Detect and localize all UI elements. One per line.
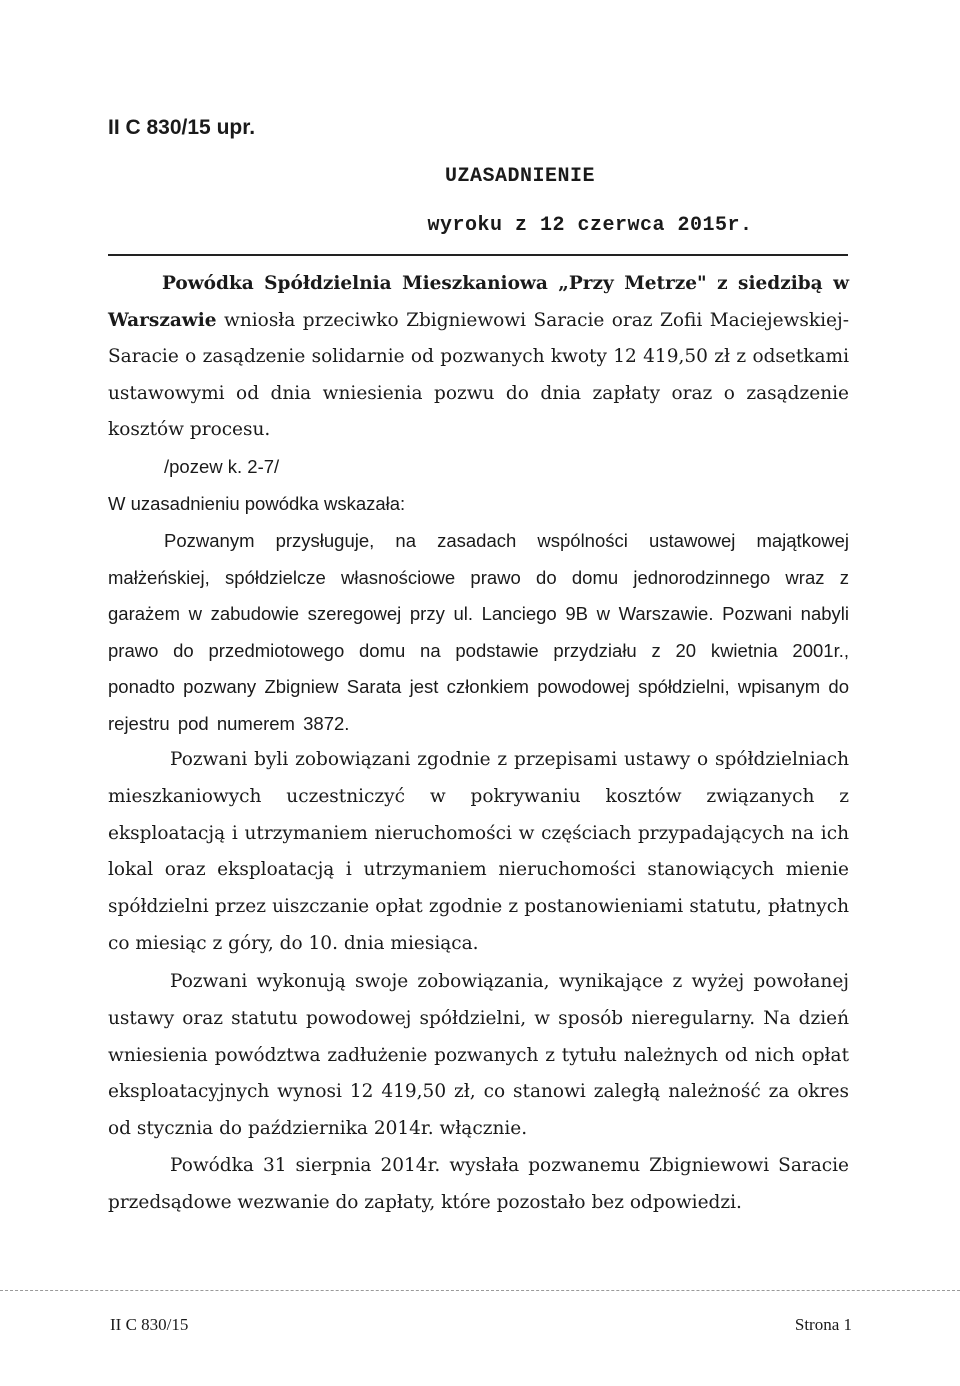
- header-divider: [108, 254, 848, 256]
- paragraph-ownership: Pozwanym przysługuje, na zasadach wspólności ustawowej majątkowej małżeńskiej, spółdzielcze własnościowe prawo do domu jednorodzinnego wraz z garażem w zabudowie szeregowej przy ul. Lanciego 9B w Warszawie. Pozwani nabyli prawo do przedmiotowego domu na podstawie przydziału z 20 kwietnia 2001r., ponadto pozwany Zbigniew Sarata jest członkiem powodowej spółdzielni, wpisanym do rejestru pod numerem 3872.: [108, 530, 849, 734]
- page-number: Strona 1: [794, 1315, 852, 1334]
- paragraph-obligations: Pozwani byli zobowiązani zgodnie z przepisami ustawy o spółdzielniach mieszkaniowych uczestniczyć w pokrywaniu kosztów związanych z eksploatacją i utrzymaniem nieruchomości w częściach przypadających na ich lokal oraz eksploatacją i utrzymaniem nieruchomości stanowiących mienie spółdzielni przez uiszczanie opłat zgodnie z postanowieniami statutu, płatnych co miesiąc z góry, do 10. dnia miesiąca.: [108, 749, 849, 954]
- paragraph-lead: W uzasadnieniu powódka wskazała:: [108, 493, 406, 514]
- paragraph-claim: [108, 266, 849, 449]
- paragraph-debt: Pozwani wykonują swoje zobowiązania, wynikające z wyżej powołanej ustawy oraz statutu powodowej spółdzielni, w sposób nieregularny. Na dzień wniesienia powództwa zadłużenie pozwanych z tytułu należnych od nich opłat eksploatacyjnych wynosi 12 419,50 zł, co stanowi zaległą należność za okres od stycznia do października 2014r. włącznie.: [108, 971, 849, 1140]
- claim-text: wniosła przeciwko Zbigniewowi Saracie oraz Zofii Maciejewskiej-Saracie o zasądzenie solidarnie od pozwanych kwoty 12 419,50 zł z odsetkami ustawowymi od dnia wniesienia pozwu do dnia zapłaty oraz o zasądzenie kosztów procesu.: [108, 309, 849, 441]
- paragraph-demand: Powódka 31 sierpnia 2014r. wysłała pozwanemu Zbigniewowi Saracie przedsądowe wezwanie do zapłaty, które pozostało bez odpowiedzi.: [108, 1155, 849, 1213]
- claim-parties: Powódka Spółdzielnia Mieszkaniowa „Przy Metrze" z siedzibą w Warszawie: [108, 273, 849, 331]
- case-number: II C 830/15 upr.: [108, 116, 256, 139]
- file-reference: /pozew k. 2-7/: [164, 456, 280, 477]
- footer-case-number: II C 830/15: [110, 1315, 189, 1334]
- footer-divider: [0, 1290, 960, 1291]
- document-subtitle: wyroku z 12 czerwca 2015r.: [427, 214, 753, 237]
- document-title: UZASADNIENIE: [444, 165, 596, 188]
